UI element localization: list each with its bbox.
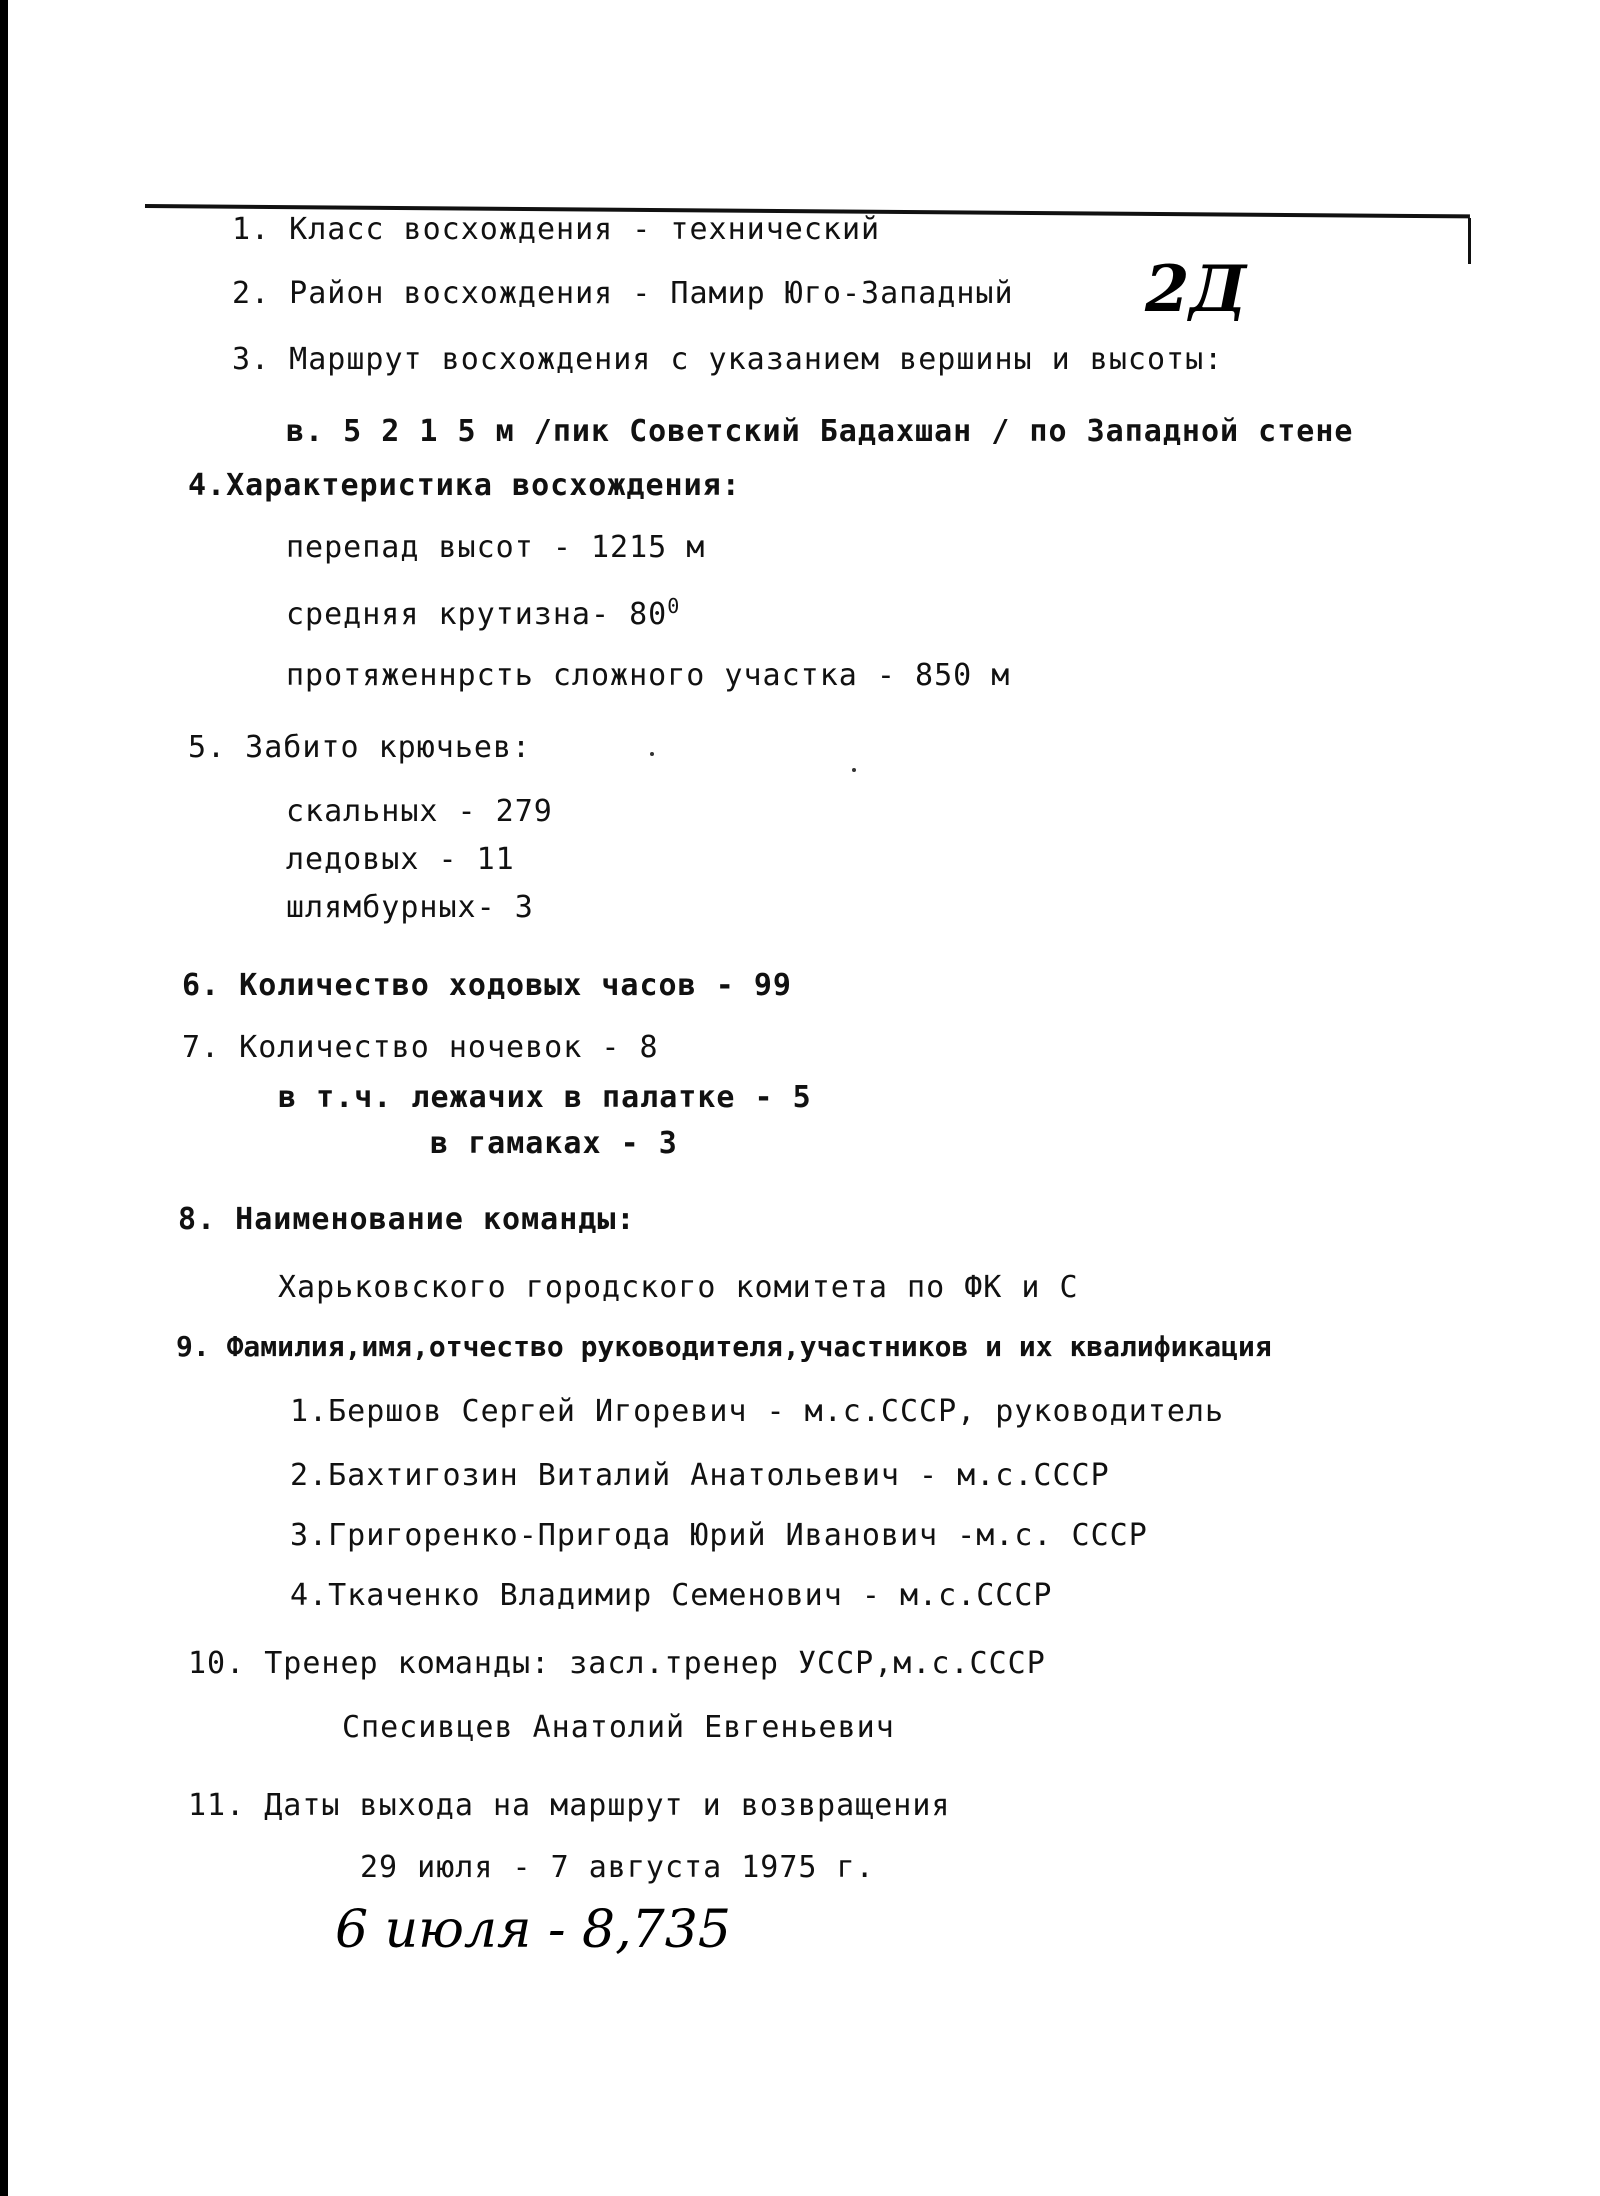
item-7-tent-bivouacs: в т.ч. лежачих в палатке - 5 (278, 1080, 812, 1115)
item-2-region: 2. Район восхождения - Памир Юго-Западный (232, 276, 1014, 311)
item-10-coach: 10. Тренер команды: засл.тренер УССР,м.с.СССР (188, 1646, 1046, 1681)
item-8-team-name: 8. Наименование команды: (178, 1202, 636, 1237)
scan-speck (852, 768, 856, 772)
item-4-average-slope-value: средняя крутизна- 80 (286, 597, 668, 632)
item-5-ice-pitons: ледовых - 11 (286, 842, 515, 877)
item-5-pitons: 5. Забито крючьев: (188, 730, 532, 765)
item-7-hammock-bivouacs: в гамаках - 3 (430, 1126, 678, 1161)
degree-mark: 0 (667, 594, 681, 618)
item-4-characteristics: 4.Характеристика восхождения: (188, 468, 741, 503)
item-4-average-slope (286, 594, 680, 632)
handwritten-note: 6 июля - 8,735 (335, 1900, 731, 1960)
participant-1: 1.Бершов Сергей Игоревич - м.с.СССР, руководитель (290, 1394, 1225, 1429)
scan-speck (650, 752, 654, 756)
participant-3: 3.Григоренко-Пригода Юрий Иванович -м.с. СССР (290, 1518, 1148, 1553)
item-10-coach-name: Спесивцев Анатолий Евгеньевич (342, 1710, 895, 1745)
item-6-climbing-hours: 6. Количество ходовых часов - 99 (182, 968, 792, 1003)
handwritten-corner-mark: 2Д (1145, 252, 1247, 327)
item-4-difficult-section-length: протяженнрсть сложного участка - 850 м (286, 658, 1011, 693)
item-11-dates-heading: 11. Даты выхода на маршрут и возвращения (188, 1788, 951, 1823)
item-11-dates: 29 июля - 7 августа 1975 г. (360, 1850, 875, 1885)
item-1-class: 1. Класс восхождения - технический (232, 212, 881, 247)
item-3-route: 3. Маршрут восхождения с указанием вершины и высоты: (232, 342, 1224, 377)
participant-4: 4.Ткаченко Владимир Семенович - м.с.СССР (290, 1578, 1053, 1613)
scan-edge (0, 0, 8, 2196)
item-5-bolts: шлямбурных- 3 (286, 890, 534, 925)
item-8-team: Харьковского городского комитета по ФК и С (278, 1270, 1079, 1305)
item-3-route-detail: в. 5 2 1 5 м /пик Советский Бадахшан / по Западной стене (286, 414, 1354, 449)
top-rule-tick (1468, 218, 1471, 264)
item-4-height-drop: перепад высот - 1215 м (286, 530, 706, 565)
item-7-bivouacs: 7. Количество ночевок - 8 (182, 1030, 659, 1065)
item-9-participants-heading: 9. Фамилия,имя,отчество руководителя,участников и их квалификация (176, 1330, 1272, 1363)
item-5-rock-pitons: скальных - 279 (286, 794, 553, 829)
participant-2: 2.Бахтигозин Виталий Анатольевич - м.с.СССР (290, 1458, 1110, 1493)
